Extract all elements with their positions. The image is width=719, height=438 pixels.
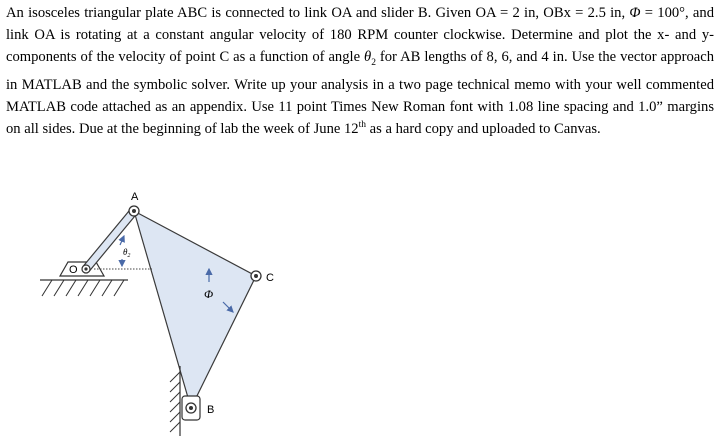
label-c: C [266, 272, 274, 284]
ground-hatch-o [42, 280, 124, 296]
link-oa-fill [86, 211, 134, 269]
theta-symbol: θ [364, 49, 372, 66]
theta-label: $\theta_2$ [123, 247, 131, 259]
triangular-plate [134, 211, 256, 408]
label-b: B [207, 404, 215, 416]
label-a: A [131, 191, 139, 203]
label-o: O [69, 264, 78, 276]
theta-arrow-up [120, 236, 124, 245]
slider-guide-hatch [170, 372, 180, 432]
ordinal-superscript: th [358, 120, 366, 131]
phi-label: Φ [204, 287, 214, 301]
problem-statement: An isosceles triangular plate ABC is connected to link OA and slider B. Given OA = 2 in, OBx = 2.5 in, Φ = 100°, and link OA is rotating at a constant angular velocity of 180 RPM counter clockwise. Determine and plot the x- and y-components of the velocity of point C as a function of angle $\theta_2$ for AB lengths of 8, 6, and 4 in. Use the vector approach in MATLAB and the symbolic solver. Write up your analysis in a two page technical memo with your well commented MATLAB code attached as an appendix. Use 11 point Times New Roman font with 1.08 line spacing and 1.0” margins on all sides. Due at the beginning of lab the week of June 12th as a hard copy and uploaded to Canvas. [6, 5, 714, 138]
phi-symbol: Φ [629, 5, 641, 21]
degree-symbol: ° [679, 5, 686, 21]
